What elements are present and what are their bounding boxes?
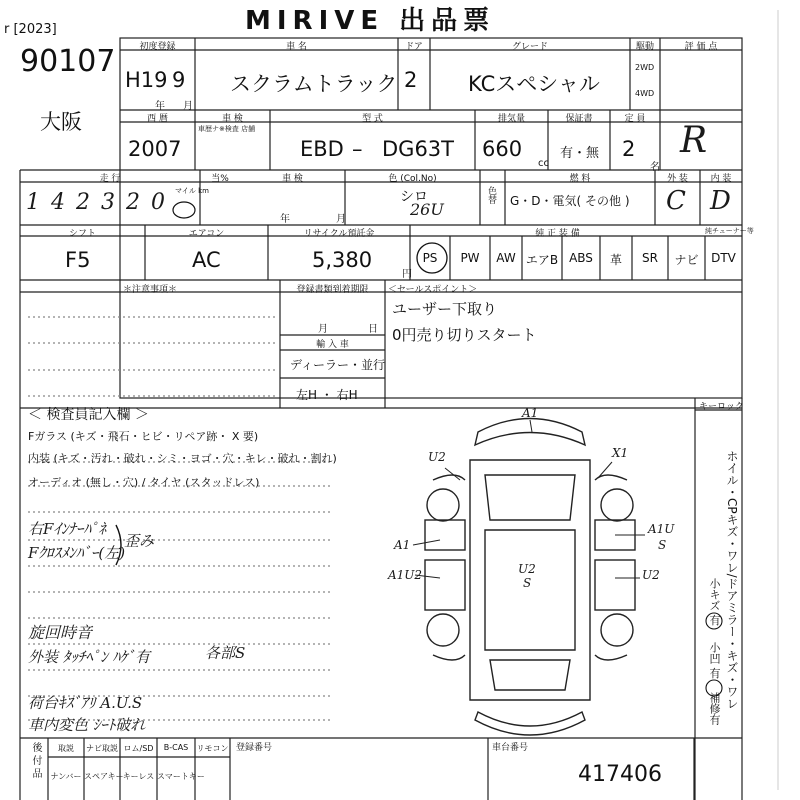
exterior-grade: C (666, 186, 686, 216)
model-prefix: EBD (300, 137, 344, 161)
model-value: DG63T (382, 137, 454, 161)
equipment-label: 純 正 装 備 (535, 229, 580, 239)
displacement-label: 排気量 (497, 114, 525, 124)
mileage-digit: 4 (51, 190, 65, 215)
aircon-label: エアコン (188, 229, 225, 239)
lot-number: 90107 (20, 44, 116, 79)
mileage-digit: 1 (26, 190, 40, 215)
owner-label: 後 付 品 (30, 742, 41, 779)
first-reg-era: H19 (125, 68, 168, 92)
drive-4wd: 4WD (635, 89, 655, 98)
mileage-label: 走 行 (99, 174, 121, 184)
warranty-label: 保証書 (565, 114, 593, 124)
mileage-digit: 3 (101, 190, 115, 215)
chassis-label: 車台番号 (492, 743, 529, 753)
notes-header: ＊注意事項＊ (122, 285, 177, 295)
mark-right-rear: U2 (642, 568, 660, 582)
import-header: 輸 入 車 (316, 340, 349, 350)
mark-bed: U2 (518, 562, 536, 576)
mark-left-rear: A1U2 (388, 568, 423, 582)
right-sub-2: 小凹 有 (708, 642, 721, 679)
note-hw5: 外装 ﾀｯﾁﾍﾟﾝ ﾊｹﾞ有 (28, 648, 151, 666)
drive-label: 駆動 (635, 42, 654, 52)
shift-label: シフト (68, 229, 96, 239)
footer-item: ナンバー (50, 772, 82, 781)
keylock-label: キーロック (699, 402, 744, 412)
footer-item: B-CAS (163, 743, 189, 752)
person-unit: 名 (650, 162, 660, 173)
mileage-digit: 0 (151, 190, 165, 215)
audio-line: オーディオ (無し・穴) / タイヤ (スタッドレス) (28, 476, 260, 489)
meter-label: 当% (211, 174, 229, 184)
first-reg-label: 初度登録 (139, 42, 176, 52)
right-sub-1: 小キズ 有 (708, 578, 721, 626)
inspection-label: 車 検 (222, 114, 243, 124)
equipment-item: AW (496, 251, 516, 265)
inspection-month-unit: 月 (336, 214, 346, 225)
note-hw7: 荷台ｷｽﾞｱﾘ A.U.S (28, 694, 143, 712)
doc-header: 登録書類到着期限 (296, 285, 369, 295)
sales-point-2: 0円売り切りスタート (392, 326, 537, 344)
page-title: MIRIVE 出品票 (245, 6, 496, 36)
mark-bed-s: S (523, 576, 532, 590)
dealer-import: ディーラー・並行 (290, 358, 386, 372)
year-western: 2007 (128, 137, 182, 161)
fuel-label: 燃 料 (569, 174, 591, 184)
spec-note: 車歴ナ※検査 店舗 (198, 125, 256, 133)
month-unit: 月 (183, 101, 193, 112)
displacement-value: 660 (482, 137, 523, 161)
doors-label: ドア (405, 42, 423, 52)
mark-front: A1 (522, 406, 539, 420)
note-hw4: 旋回時音 (28, 623, 93, 642)
inspector-header: ＜ 検査員記入欄 ＞ (28, 407, 149, 423)
equipment-item: 革 (609, 253, 622, 267)
mark-left-door: A1 (394, 538, 411, 552)
footer-item: スペアキー (84, 772, 124, 781)
warranty-value: 有・無 (560, 146, 600, 161)
aircon-value: AC (192, 248, 221, 272)
grade-label: グレード (511, 42, 548, 52)
equipment-item: DTV (711, 251, 736, 265)
note-hw6: 各部S (205, 644, 246, 662)
recycle-label: リサイクル預託金 (303, 229, 375, 239)
equipment-item: エアB (525, 253, 559, 267)
footer-item: リモコン (196, 744, 229, 753)
car-inspection-label: 車 検 (282, 174, 303, 184)
right-sub-3: 補修有 (708, 692, 721, 725)
note-hw1: 右Fｲﾝﾅｰﾊﾟﾈ (28, 520, 106, 538)
mark-left-front: U2 (428, 450, 446, 464)
sales-point-1: ユーザー下取り (392, 300, 498, 318)
mileage-units: マイル km (175, 187, 209, 195)
carnavi-label: 純チューナー等 (705, 227, 754, 235)
first-reg-month: 9 (172, 68, 186, 92)
footer-item: ロム/SD (123, 744, 154, 753)
dealer-number-label: 登録番号 (236, 743, 273, 753)
note-hw8: 車内変色 ｼｰﾄ破れ (28, 716, 146, 734)
car-name-label: 車 名 (286, 42, 307, 52)
fuel-value: G・D・電気( その他 ) (510, 194, 630, 208)
equipment-item: ABS (569, 251, 593, 265)
capacity-value: 2 (622, 137, 636, 161)
color-change-label: 色替 (486, 186, 496, 204)
steering: 左H ・ 右H (296, 388, 358, 402)
equipment-item: PS (422, 251, 438, 265)
mileage-digit: 2 (76, 190, 90, 215)
location: 大阪 (40, 110, 82, 134)
cc-unit: cc (538, 158, 549, 169)
color-value: シロ (400, 189, 428, 205)
interior-label: 内 装 (710, 174, 732, 184)
grade-value: KCスペシャル (468, 72, 600, 96)
score-label: 評 価 点 (684, 42, 718, 52)
note-hw2: Fｸﾛｽﾒﾝﾊﾞｰ(左) (28, 544, 126, 562)
sales-header: ＜セールスポイント＞ (388, 285, 478, 295)
equipment-item: SR (642, 251, 658, 265)
doors-value: 2 (404, 68, 418, 92)
doc-day-unit: 日 (368, 324, 378, 335)
chassis-number: 417406 (578, 762, 662, 787)
mark-right-door-s: S (658, 538, 667, 552)
mark-right-door: A1U (648, 522, 675, 536)
year-unit: 年 (155, 101, 165, 112)
car-name: スクラムトラック (230, 72, 398, 96)
color-label: 色 (Col.No) (388, 174, 437, 184)
interior-line: 内装 (キズ・汚れ・破れ・シミ・ヨゴ・穴・キレ・破れ・割れ) (28, 452, 337, 465)
drive-2wd: 2WD (635, 63, 655, 72)
note-hw3: 歪み (124, 532, 155, 550)
exterior-label: 外 装 (667, 174, 688, 184)
footer-item: スマートキー (157, 772, 205, 781)
footer-item: 取説 (58, 744, 74, 753)
model-label: 型 式 (362, 114, 383, 124)
score-value: R (680, 120, 708, 161)
footer-item: ナビ取説 (86, 744, 118, 753)
mark-right-front: X1 (612, 446, 629, 460)
equipment-item: ナビ (674, 253, 699, 267)
footer-item: キーレス (122, 772, 155, 781)
glass-line: Fガラス (キズ・飛石・ヒビ・リペア跡・ X 要) (28, 430, 259, 443)
interior-grade: D (710, 186, 731, 216)
yen-unit: 円 (402, 269, 412, 280)
capacity-label: 定 員 (624, 114, 646, 124)
color-code: 26U (410, 200, 444, 219)
equipment-item: PW (460, 251, 480, 265)
recycle-value: 5,380 (312, 248, 373, 272)
western-label: 西 暦 (147, 114, 168, 124)
model-dash: – (352, 137, 363, 161)
mileage-digit: 2 (126, 190, 140, 215)
doc-month-unit: 月 (318, 324, 328, 335)
inspection-year-unit: 年 (280, 214, 290, 225)
right-column-note: ホイル・CPキズ・ワレ/ドアミラー・キズ・ワレ (725, 450, 739, 710)
shift-value: F5 (65, 248, 91, 272)
year-label: r [2023] (4, 22, 57, 37)
